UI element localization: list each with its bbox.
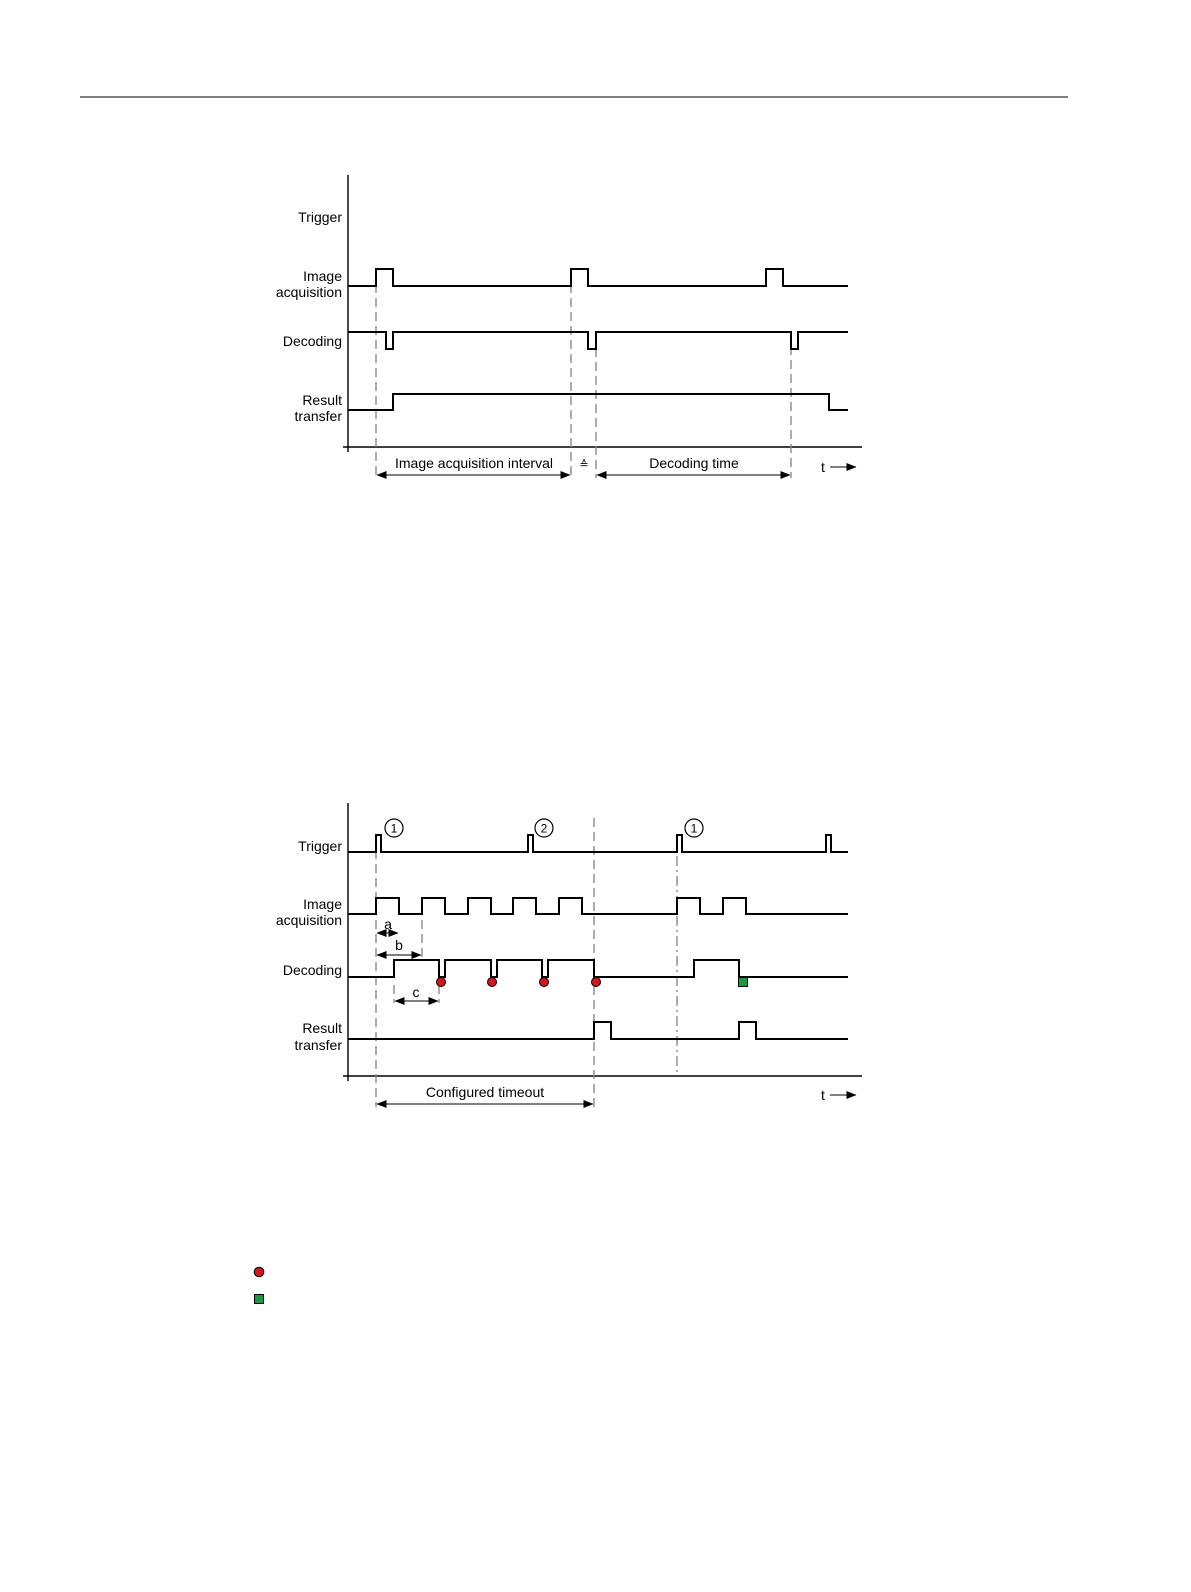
timing-diagram-configured-timeout: [276, 803, 862, 1107]
dimension-c-label: c: [412, 984, 420, 1000]
image-acquisition-label-line2: acquisition: [275, 284, 342, 300]
time-axis-label: t: [821, 459, 825, 475]
legend-success-icon: [255, 1295, 264, 1304]
marker-number: 1: [690, 821, 698, 836]
trigger-label: Trigger: [298, 838, 342, 854]
trigger-label: Trigger: [298, 209, 342, 225]
image-acquisition-label: Image: [303, 268, 342, 284]
time-axis-label: t: [821, 1087, 825, 1103]
decoding-success-marker: [739, 978, 748, 987]
result-transfer-signal: [348, 394, 848, 410]
decoding-failed-marker: [488, 978, 497, 987]
timing-diagram-decoding-time: [276, 175, 862, 478]
image-acquisition-signal: [348, 898, 848, 914]
marker-number: 2: [540, 821, 548, 836]
result-transfer-signal: [348, 1022, 848, 1039]
decoding-failed-marker: [540, 978, 549, 987]
decoding-label: Decoding: [282, 962, 342, 978]
image-acquisition-interval-label: Image acquisition interval: [395, 455, 553, 471]
image-acquisition-signal: [348, 269, 848, 286]
decoding-failed-marker: [592, 978, 601, 987]
legend-fail-icon: [254, 1267, 264, 1277]
result-transfer-label-line2: transfer: [294, 408, 342, 424]
image-acquisition-label-line2: acquisition: [275, 912, 342, 928]
legend: [254, 1267, 264, 1303]
decoding-signal: [348, 960, 848, 977]
configured-timeout-label: Configured timeout: [425, 1084, 545, 1100]
result-transfer-label: Result: [302, 1020, 342, 1036]
trigger-signal: [348, 835, 848, 852]
dimension-a-label: a: [384, 916, 392, 932]
result-transfer-label-line2: transfer: [294, 1037, 342, 1053]
equivalence-symbol: ≙: [579, 459, 589, 471]
decoding-label: Decoding: [282, 333, 342, 349]
marker-number: 1: [390, 821, 398, 836]
decoding-failed-marker: [437, 978, 446, 987]
dimension-b-label: b: [395, 937, 403, 953]
result-transfer-label: Result: [302, 392, 342, 408]
image-acquisition-label: Image: [303, 896, 342, 912]
decoding-signal: [348, 332, 848, 349]
decoding-time-label: Decoding time: [649, 455, 739, 471]
